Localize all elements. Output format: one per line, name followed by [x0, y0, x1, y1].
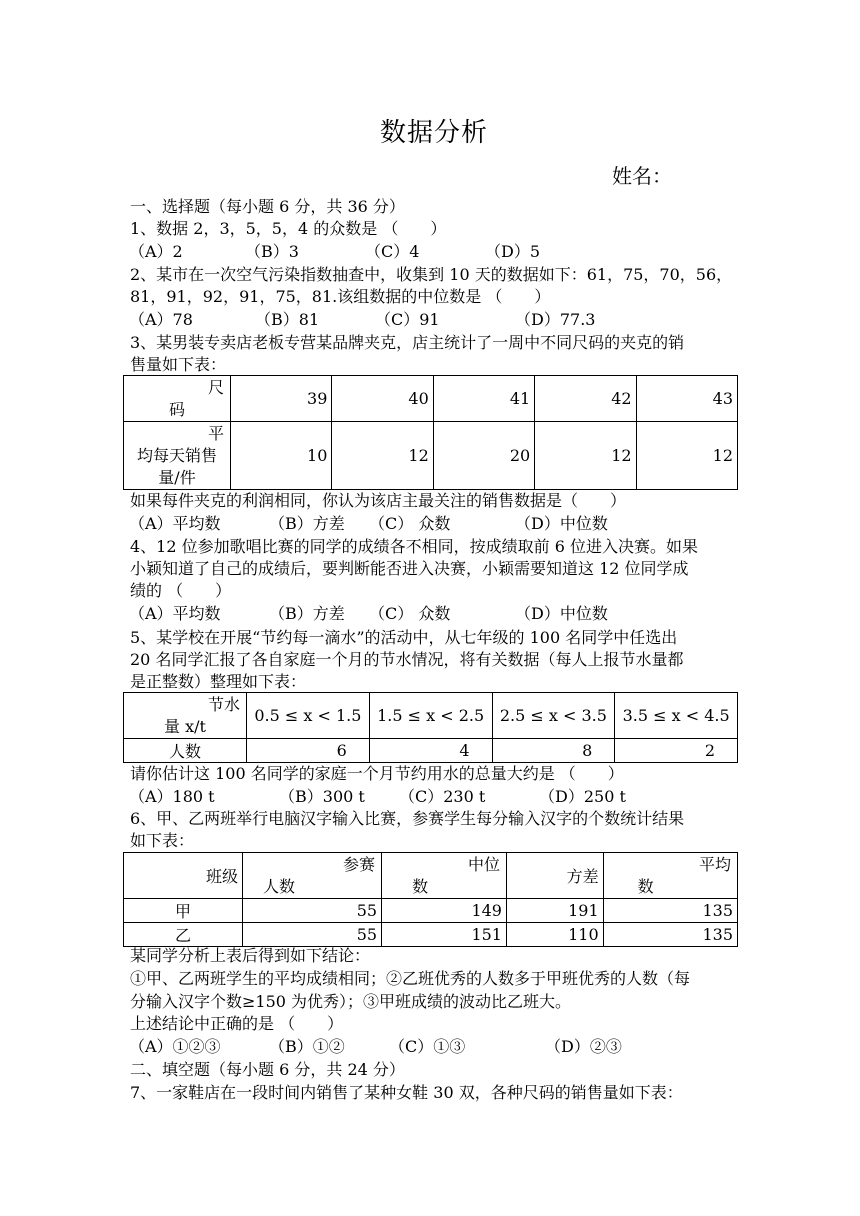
question-3-prompt: 如果每件夹克的利润相同，你认为该店主最关注的销售数据是（ ）	[130, 491, 627, 510]
question-5-line-3: 是正整数）整理如下表：	[130, 672, 307, 691]
mean-header-cell	[603, 853, 737, 899]
participants-header-part-1: 参赛	[343, 854, 376, 874]
question-5-prompt: 请你估计这 100 名同学的家庭一个月节约用水的总量大约是 （ ）	[130, 764, 624, 783]
option-d: （D）77.3	[515, 310, 596, 329]
page-title: 数据分析	[380, 118, 489, 148]
size-header-part-2: 码	[168, 399, 185, 419]
option-b: （B）81	[255, 310, 320, 329]
median-header-part-2: 数	[412, 876, 429, 896]
variance-header-cell: 方差	[506, 853, 603, 899]
option-c: （C）①③	[389, 1037, 466, 1056]
option-d: （D）中位数	[515, 604, 608, 623]
size-cell: 43	[636, 376, 737, 422]
option-c: （C） 众数	[369, 604, 451, 623]
mean-header-part-2: 数	[637, 876, 654, 896]
section-choice-heading: 一、选择题（每小题 6 分，共 36 分）	[130, 197, 405, 216]
range-cell: 2.5 ≤ x < 3.5	[492, 693, 615, 739]
question-6-line-1: 6、甲、乙两班举行电脑汉字输入比赛，参赛学生每分输入汉字的个数统计结果	[130, 809, 685, 828]
option-a: （A）①②③	[129, 1037, 221, 1056]
range-cell: 1.5 ≤ x < 2.5	[369, 693, 492, 739]
sales-cell: 12	[636, 422, 737, 490]
option-a: （A）平均数	[129, 514, 221, 533]
size-header-cell	[124, 376, 231, 422]
option-c: （C）230 t	[399, 787, 486, 806]
question-6-after-2: ①甲、乙两班学生的平均成绩相同；②乙班优秀的人数多于甲班优秀的人数（每	[130, 969, 691, 988]
option-b: （B）300 t	[279, 787, 365, 806]
sales-cell: 10	[231, 422, 332, 490]
size-cell: 39	[231, 376, 332, 422]
range-cell: 3.5 ≤ x < 4.5	[615, 693, 738, 739]
question-3-line-1: 3、某男装专卖店老板专营某品牌夹克，店主统计了一周中不同尺码的夹克的销	[130, 333, 685, 352]
variance-cell: 110	[506, 923, 603, 947]
participants-header-part-2: 人数	[263, 876, 296, 896]
size-cell: 42	[535, 376, 636, 422]
question-4-line-3: 绩的 （ ）	[130, 581, 232, 600]
sales-cell: 12	[535, 422, 636, 490]
question-3-line-2: 售量如下表：	[130, 355, 227, 374]
range-cell: 0.5 ≤ x < 1.5	[247, 693, 370, 739]
option-a: （A）2	[129, 242, 183, 261]
sales-header-part-3: 量/件	[158, 467, 196, 487]
participants-header-cell	[243, 853, 382, 899]
median-header-part-1: 中位	[467, 854, 500, 874]
mean-cell: 135	[603, 923, 737, 947]
option-b: （B）方差	[269, 514, 345, 533]
sales-header-part-1: 平	[207, 423, 224, 443]
water-saving-table	[123, 692, 738, 763]
count-cell: 6	[247, 739, 370, 763]
option-d: （D）②③	[545, 1037, 622, 1056]
class-header-cell: 班级	[124, 853, 243, 899]
mean-cell: 135	[603, 899, 737, 923]
water-header-part-1: 节水	[207, 694, 240, 714]
mean-header-part-1: 平均	[698, 854, 731, 874]
sales-header-cell	[124, 422, 231, 490]
question-6-line-2: 如下表：	[130, 831, 195, 850]
count-cell: 4	[369, 739, 492, 763]
option-c: （C） 众数	[369, 514, 451, 533]
size-header-part-1: 尺	[207, 377, 224, 397]
median-cell: 151	[382, 923, 507, 947]
question-4-line-2: 小颖知道了自己的成绩后，要判断能否进入决赛，小颖需要知道这 12 位同学成	[130, 559, 689, 578]
option-d: （D）5	[485, 242, 541, 261]
variance-cell: 191	[506, 899, 603, 923]
question-7: 7、一家鞋店在一段时间内销售了某种女鞋 30 双，各种尺码的销售量如下表：	[130, 1083, 683, 1102]
option-d: （D）250 t	[539, 787, 626, 806]
count-header-cell: 人数	[124, 739, 247, 763]
option-b: （B）方差	[269, 604, 345, 623]
question-5-line-1: 5、某学校在开展“节约每一滴水”的活动中，从七年级的 100 名同学中任选出	[130, 628, 678, 647]
option-c: （C）4	[365, 242, 420, 261]
median-cell: 149	[382, 899, 507, 923]
question-6-prompt: 上述结论中正确的是 （ ）	[130, 1014, 344, 1033]
section-fill-heading: 二、填空题（每小题 6 分，共 24 分）	[130, 1060, 405, 1079]
median-header-cell	[382, 853, 507, 899]
option-a: （A）180 t	[129, 787, 215, 806]
option-a: （A）平均数	[129, 604, 221, 623]
class-cell: 乙	[124, 923, 243, 947]
sales-cell: 20	[433, 422, 534, 490]
question-4-line-1: 4、12 位参加歌唱比赛的同学的成绩各不相同，按成绩取前 6 位进入决赛。如果	[130, 537, 698, 556]
water-header-cell	[124, 693, 247, 739]
participants-cell: 55	[243, 899, 382, 923]
water-header-part-2: 量 x/t	[164, 716, 206, 736]
option-d: （D）中位数	[515, 514, 608, 533]
sales-header-part-2: 均每天销售	[136, 445, 217, 465]
question-6-after-1: 某同学分析上表后得到如下结论：	[130, 946, 371, 965]
class-cell: 甲	[124, 899, 243, 923]
option-b: （B）3	[245, 242, 299, 261]
question-2-line-2: 81，91，92，91，75，81.该组数据的中位数是 （ ）	[130, 287, 551, 306]
question-2-line-1: 2、某市在一次空气污染指数抽查中，收集到 10 天的数据如下：61，75，70，56，	[130, 265, 733, 284]
count-cell: 2	[615, 739, 738, 763]
participants-cell: 55	[243, 923, 382, 947]
question-1: 1、数据 2，3，5，5，4 的众数是 （ ）	[130, 219, 447, 238]
sales-cell: 12	[332, 422, 433, 490]
question-5-line-2: 20 名同学汇报了各自家庭一个月的节水情况，将有关数据（每人上报节水量都	[130, 650, 684, 669]
option-b: （B）①②	[269, 1037, 345, 1056]
student-name-label: 姓名：	[612, 164, 672, 188]
typing-contest-table	[123, 852, 738, 947]
question-6-after-3: 分输入汉字个数≥150 为优秀）；③甲班成绩的波动比乙班大。	[130, 992, 572, 1011]
size-cell: 40	[332, 376, 433, 422]
count-cell: 8	[492, 739, 615, 763]
size-cell: 41	[433, 376, 534, 422]
option-c: （C）91	[375, 310, 440, 329]
option-a: （A）78	[129, 310, 193, 329]
jacket-sales-table	[123, 375, 738, 490]
